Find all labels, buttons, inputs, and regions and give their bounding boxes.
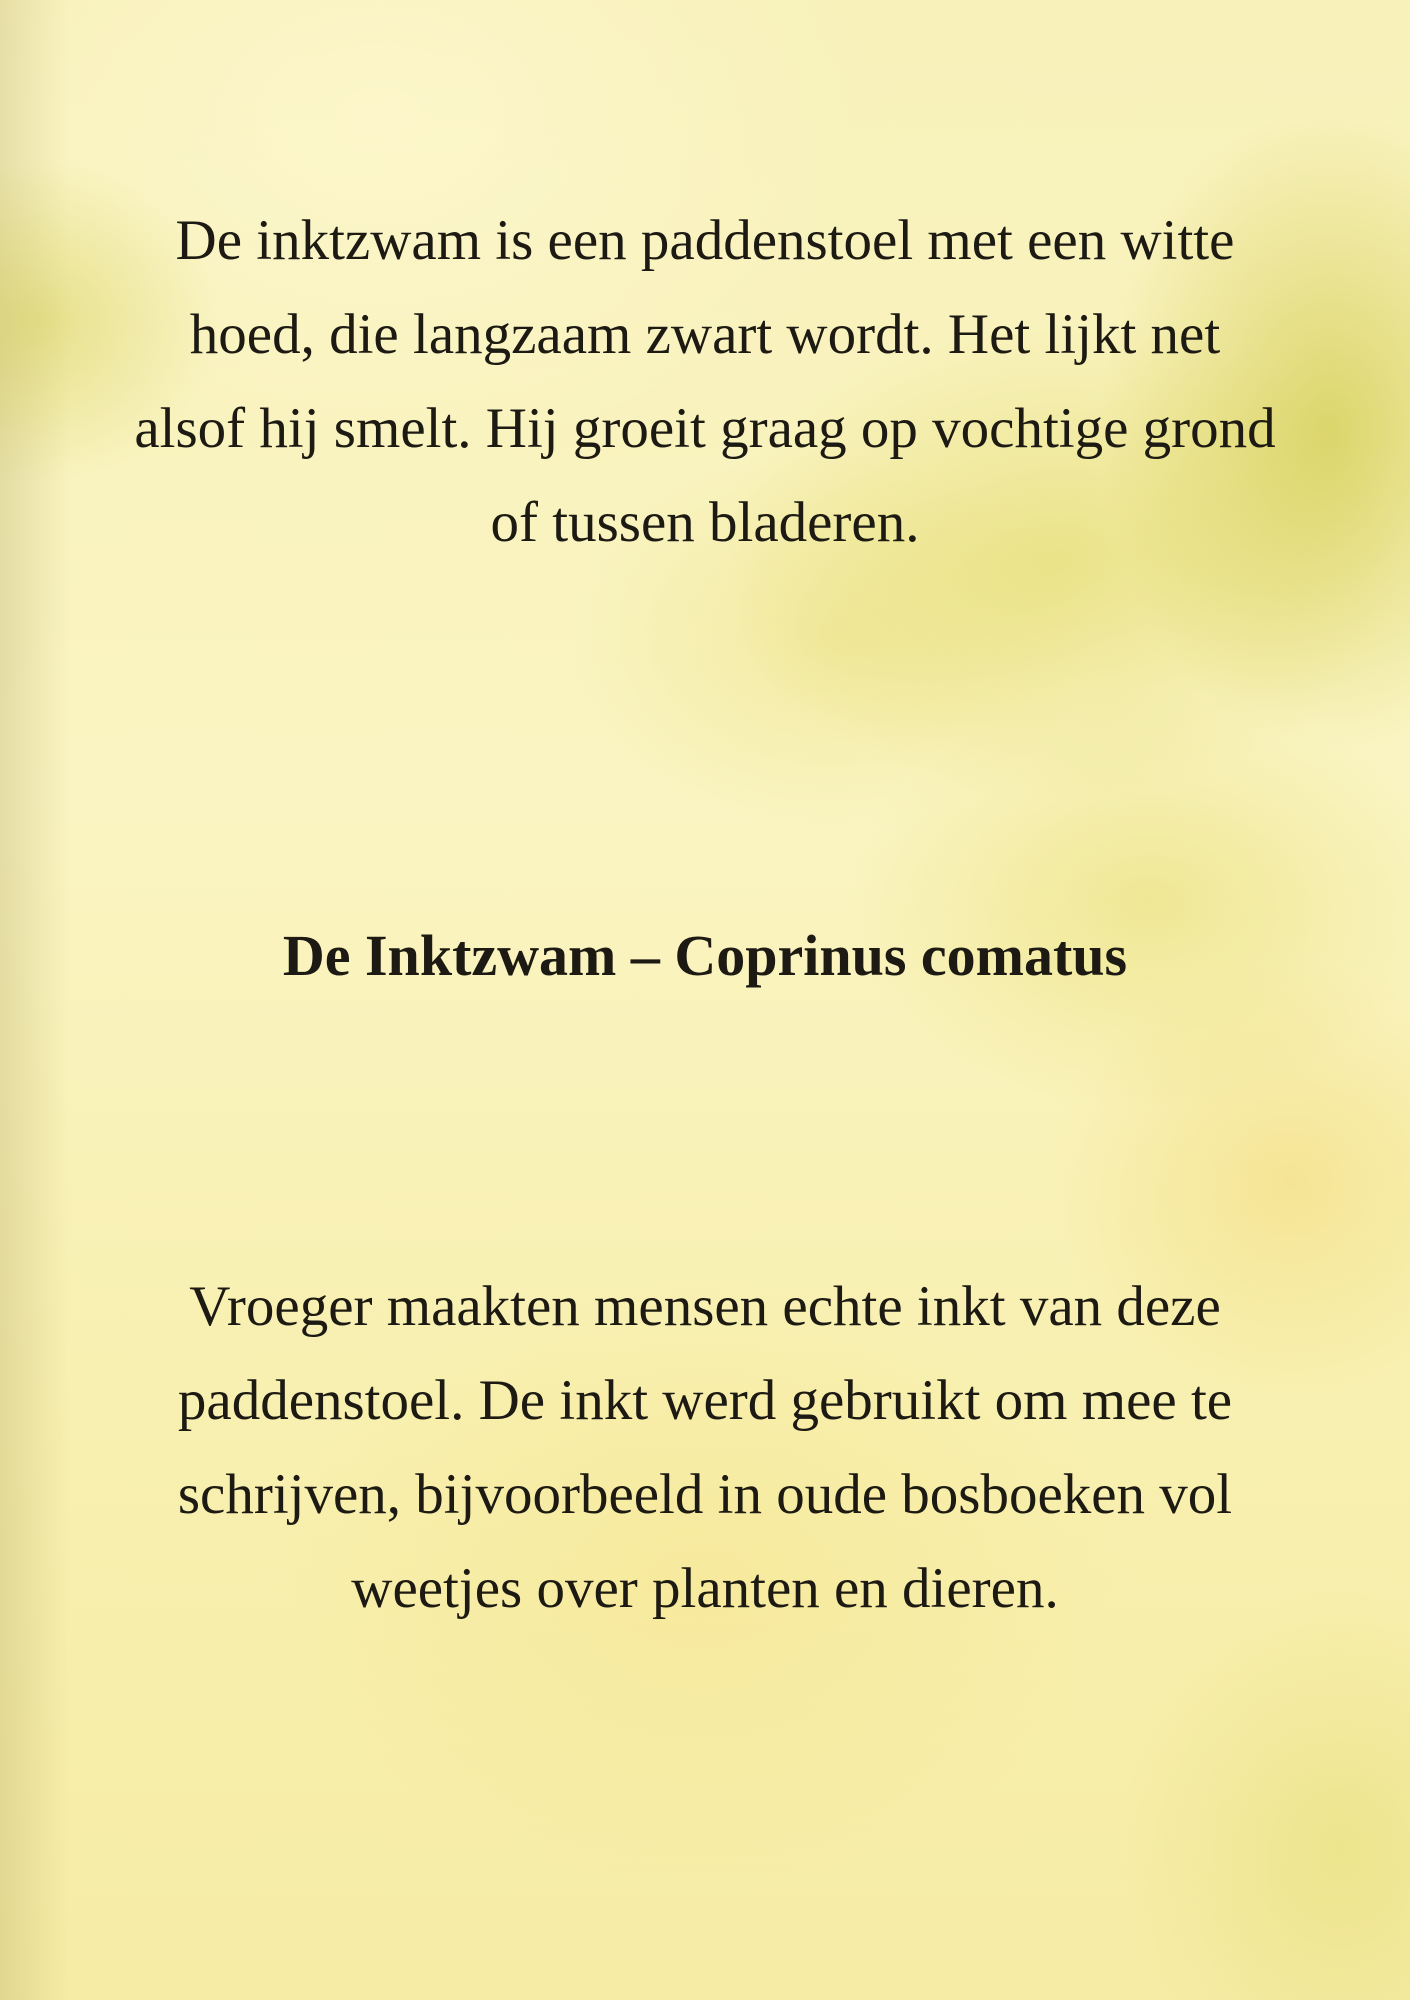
intro-paragraph: De inktzwam is een paddenstoel met een witte hoed, die langzaam zwart wordt. Het lijkt net alsof hij smelt. Hij groeit graag op vochtige grond of tussen bladeren. bbox=[134, 209, 1276, 554]
history-paragraph: Vroeger maakten mensen echte inkt van deze paddenstoel. De inkt werd gebruikt om mee te schrijven, bijvoorbeeld in oude bosboeken vol weetjes over planten en dieren. bbox=[177, 1275, 1233, 1620]
page-title: De Inktzwam – Coprinus comatus bbox=[282, 923, 1128, 988]
